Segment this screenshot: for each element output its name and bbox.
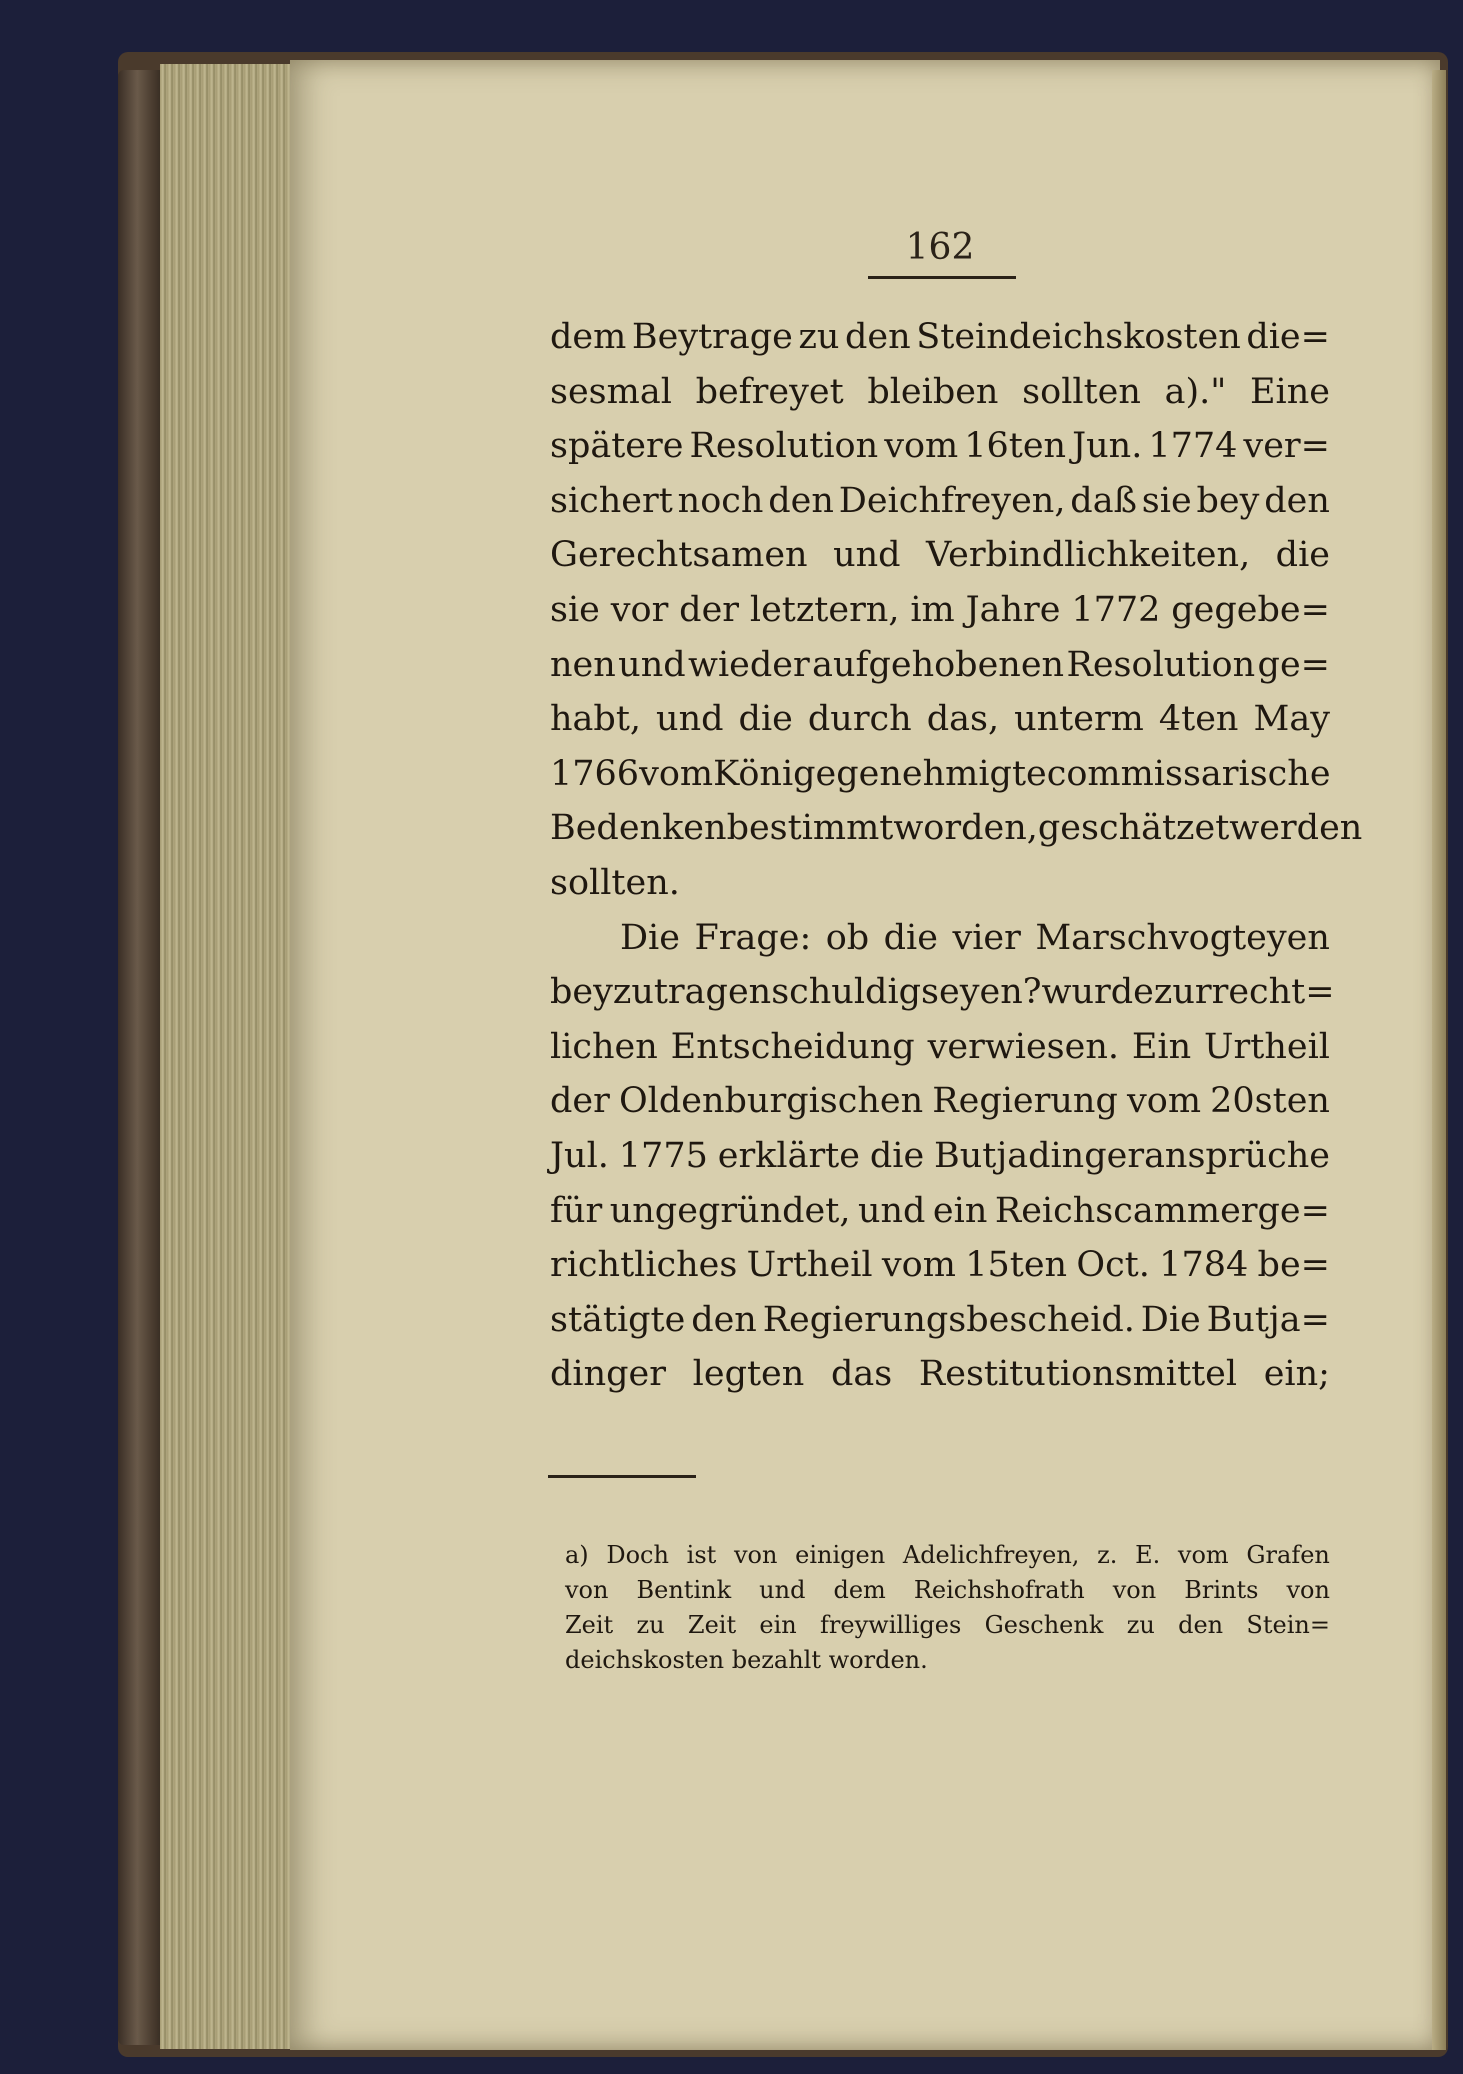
footnote-line: Zeit zu Zeit ein freywilliges Geschenk zu den Stein= — [565, 1611, 1330, 1639]
page-right-edge — [1432, 70, 1446, 2050]
text-line: nen und wieder aufgehobenen Resolution ge= — [550, 644, 1330, 685]
text-line: stätigte den Regierungsbescheid. Die Butja= — [550, 1299, 1330, 1340]
text-line: Gerechtsamen und Verbindlichkeiten, die — [550, 535, 1330, 576]
text-line: richtliches Urtheil vom 15ten Oct. 1784 be= — [550, 1245, 1330, 1286]
page-number: 162 — [905, 227, 975, 268]
text-line: dem Beytrage zu den Steindeichskosten die= — [550, 317, 1330, 357]
page-number-rule — [868, 276, 1016, 279]
text-line: Bedenken bestimmt worden, geschätzet werden — [550, 808, 1363, 849]
text-line: habt, und die durch das, unterm 4ten May — [550, 699, 1330, 740]
text-line: 1766 vom Könige genehmigte commissarische — [550, 753, 1331, 794]
text-line: beyzutragen schuldig seyen? wurde zur recht= — [550, 972, 1335, 1013]
book-spine-cover — [118, 70, 166, 2045]
text-line: lichen Entscheidung verwiesen. Ein Urtheil — [550, 1026, 1330, 1067]
text-line: spätere Resolution vom 16ten Jun. 1774 ver= — [550, 426, 1330, 467]
text-line: sichert noch den Deichfreyen, daß sie bey den — [550, 480, 1330, 521]
footnote-line: von Bentink und dem Reichshofrath von Brints von — [565, 1576, 1330, 1604]
text-line: Jul. 1775 erklärte die Butjadingeransprüche — [550, 1135, 1330, 1176]
text-line: sie vor der letztern, im Jahre 1772 gegebe= — [550, 589, 1330, 630]
text-line: sollten. — [550, 862, 680, 903]
page-edges — [160, 64, 295, 2049]
text-line: sesmal befreyet bleiben sollten a)." Eine — [550, 371, 1330, 412]
text-line: dinger legten das Restitutionsmittel ein; — [550, 1354, 1330, 1395]
body-text — [550, 310, 1363, 1402]
paragraph-start-line: Die Frage: ob die vier Marschvogteyen — [620, 917, 1330, 958]
footnote-line: deichskosten bezahlt worden. — [565, 1646, 928, 1674]
text-line: für ungegründet, und ein Reichscammerge= — [550, 1190, 1330, 1231]
footnote-rule — [548, 1475, 696, 1478]
footnote-line: a) Doch ist von einigen Adelichfreyen, z. E. vom Grafen — [565, 1541, 1330, 1569]
footnotes — [565, 1538, 1330, 1678]
text-line: der Oldenburgischen Regierung vom 20sten — [550, 1081, 1330, 1122]
